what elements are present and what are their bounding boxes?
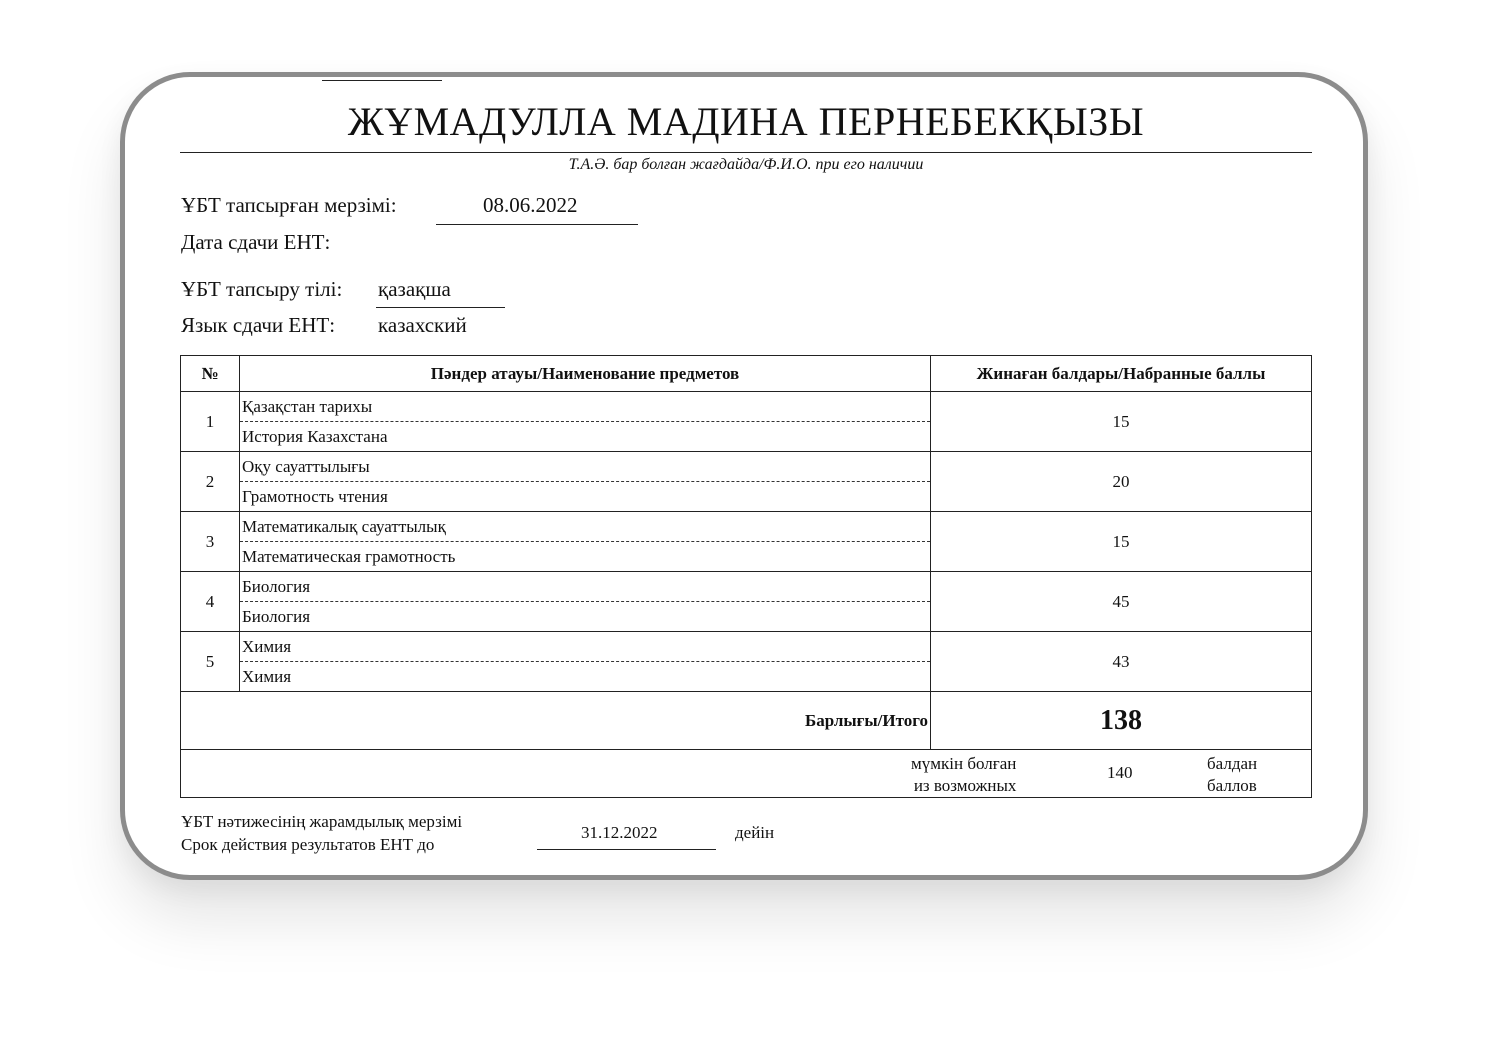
table-row bbox=[181, 392, 1312, 452]
language-value-ru: казахский bbox=[378, 313, 467, 337]
row-number: 5 bbox=[181, 632, 240, 692]
subject-kz: Математикалық сауаттылық bbox=[240, 512, 930, 542]
table-row bbox=[181, 452, 1312, 512]
subject-kz: Оқу сауаттылығы bbox=[240, 452, 930, 482]
exam-date-label-kz: ҰБТ тапсырған мерзімі: bbox=[181, 193, 397, 217]
header-row bbox=[181, 356, 1312, 392]
row-number: 3 bbox=[181, 512, 240, 572]
full-name: ЖҰМАДУЛЛА МАДИНА ПЕРНЕБЕКҚЫЗЫ bbox=[347, 99, 1145, 144]
subject-kz: Қазақстан тарихы bbox=[240, 392, 930, 422]
score-cell: 20 bbox=[931, 452, 1312, 512]
points-label-kz: балдан bbox=[1207, 754, 1258, 773]
possible-label-ru: из возможных bbox=[913, 776, 1017, 795]
exam-date-underline bbox=[436, 224, 638, 225]
subject-cell bbox=[240, 572, 931, 632]
subject-cell bbox=[240, 512, 931, 572]
subject-ru: Грамотность чтения bbox=[242, 487, 388, 506]
score-cell: 45 bbox=[931, 572, 1312, 632]
language-label-ru: Язык сдачи ЕНТ: bbox=[181, 313, 336, 337]
top-rule bbox=[322, 80, 442, 81]
header-score: Жинаған балдары/Набранные баллы bbox=[931, 356, 1312, 392]
subject-ru: Химия bbox=[242, 667, 292, 686]
subject-cell bbox=[240, 452, 931, 512]
subject-cell bbox=[240, 392, 931, 452]
possible-row bbox=[181, 750, 1312, 798]
header-number: № bbox=[181, 356, 240, 392]
exam-date-label-ru: Дата сдачи ЕНТ: bbox=[181, 230, 331, 254]
language-underline bbox=[376, 307, 505, 308]
language-value-kz: қазақша bbox=[378, 277, 451, 301]
score-cell: 43 bbox=[931, 632, 1312, 692]
subject-ru: Биология bbox=[242, 607, 311, 626]
validity-date: 31.12.2022 bbox=[581, 823, 658, 842]
results-table bbox=[180, 355, 1312, 798]
subject-kz: Химия bbox=[240, 632, 930, 662]
certificate-card bbox=[120, 72, 1368, 880]
row-number: 2 bbox=[181, 452, 240, 512]
subject-kz: Биология bbox=[240, 572, 930, 602]
validity-suffix: дейін bbox=[735, 823, 775, 842]
language-label-kz: ҰБТ тапсыру тілі: bbox=[181, 277, 343, 301]
name-caption: Т.А.Ә. бар болған жағдайда/Ф.И.О. при его наличии bbox=[568, 156, 924, 173]
possible-label bbox=[911, 753, 1016, 797]
points-label-ru: баллов bbox=[1207, 776, 1257, 795]
name-underline bbox=[180, 152, 1312, 153]
row-number: 4 bbox=[181, 572, 240, 632]
header-subject: Пәндер атауы/Наименование предметов bbox=[240, 356, 931, 392]
subject-ru: История Казахстана bbox=[242, 427, 388, 446]
total-label: Барлығы/Итого bbox=[181, 692, 931, 750]
score-cell: 15 bbox=[931, 392, 1312, 452]
validity-label-kz: ҰБТ нәтижесінің жарамдылық мерзімі bbox=[181, 812, 463, 831]
total-row bbox=[181, 692, 1312, 750]
possible-cell bbox=[181, 750, 1312, 798]
subject-ru: Математическая грамотность bbox=[242, 547, 456, 566]
table-row bbox=[181, 572, 1312, 632]
possible-value: 140 bbox=[1107, 763, 1133, 782]
total-score: 138 bbox=[931, 692, 1312, 750]
validity-label-ru: Срок действия результатов ЕНТ до bbox=[181, 835, 435, 854]
score-cell: 15 bbox=[931, 512, 1312, 572]
points-label bbox=[1207, 753, 1257, 797]
subject-cell bbox=[240, 632, 931, 692]
possible-label-kz: мүмкін болған bbox=[911, 754, 1017, 773]
validity-underline bbox=[537, 849, 716, 850]
table-row bbox=[181, 512, 1312, 572]
row-number: 1 bbox=[181, 392, 240, 452]
table-row bbox=[181, 632, 1312, 692]
exam-date-value: 08.06.2022 bbox=[483, 193, 578, 217]
